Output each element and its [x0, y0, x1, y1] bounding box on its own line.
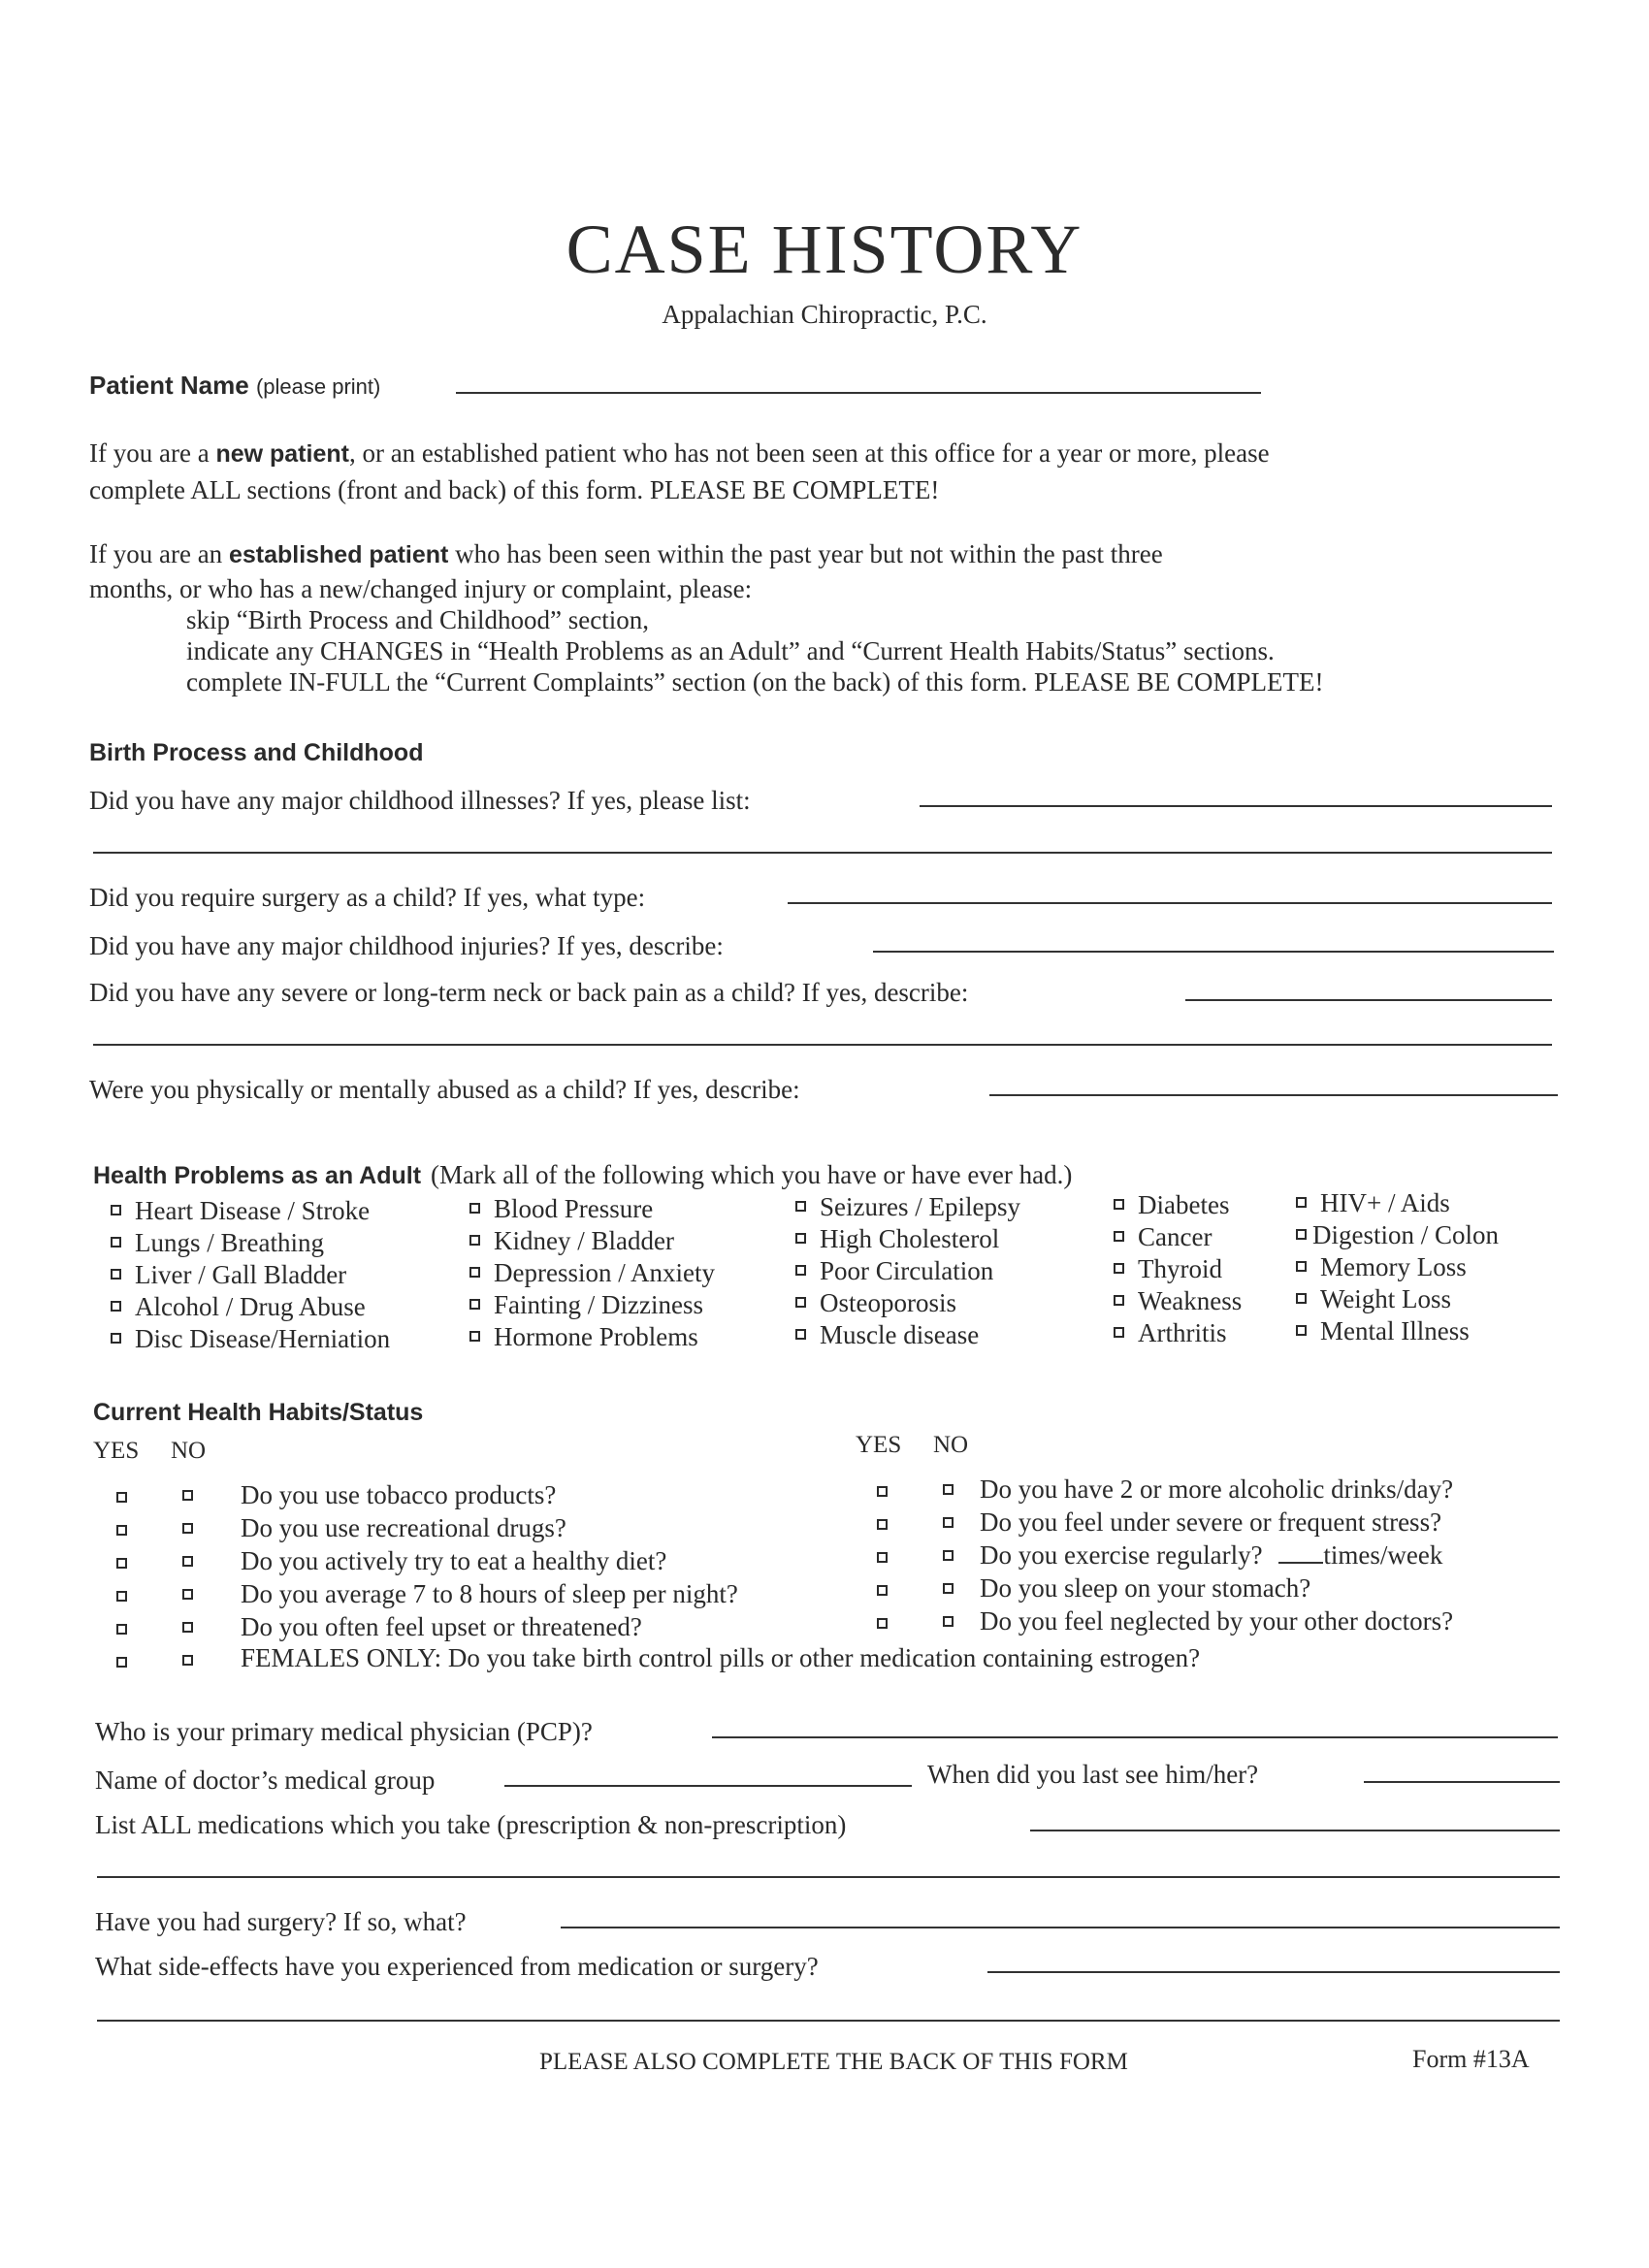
question-childhood-injuries: Did you have any major childhood injuries? If yes, describe:	[89, 931, 724, 960]
adult-column-4	[1114, 1189, 1242, 1349]
question-medical-group: Name of doctor’s medical group	[95, 1766, 436, 1795]
answer-line-medications-2[interactable]	[97, 1876, 1560, 1878]
page-title: CASE HISTORY	[566, 211, 1083, 288]
condition-memory-loss[interactable]: Memory Loss	[1296, 1251, 1499, 1283]
condition-disc-disease[interactable]: Disc Disease/Herniation	[111, 1323, 390, 1355]
question-medications: List ALL medications which you take (prescription & non-prescription)	[95, 1810, 847, 1839]
no-header-left: NO	[171, 1438, 207, 1464]
condition-fainting[interactable]: Fainting / Dizziness	[469, 1289, 715, 1321]
question-sleep-stomach: Do you sleep on your stomach?	[980, 1573, 1311, 1603]
question-childhood-back-pain: Did you have any severe or long-term neck or back pain as a child? If yes, describe:	[89, 978, 969, 1007]
question-upset: Do you often feel upset or threatened?	[241, 1612, 642, 1641]
condition-weight-loss[interactable]: Weight Loss	[1296, 1283, 1499, 1315]
condition-thyroid[interactable]: Thyroid	[1114, 1253, 1242, 1285]
condition-arthritis[interactable]: Arthritis	[1114, 1317, 1242, 1349]
condition-circulation[interactable]: Poor Circulation	[795, 1255, 1020, 1287]
condition-alcohol-drug[interactable]: Alcohol / Drug Abuse	[111, 1291, 390, 1323]
neglected-yes-checkbox[interactable]	[877, 1618, 888, 1629]
answer-line-medications[interactable]	[1030, 1830, 1560, 1831]
condition-hormone[interactable]: Hormone Problems	[469, 1321, 715, 1353]
diet-no-checkbox[interactable]	[182, 1556, 193, 1567]
intro-paragraph-2-line-2: months, or who has a new/changed injury or complaint, please:	[89, 574, 753, 603]
question-last-seen: When did you last see him/her?	[927, 1760, 1259, 1789]
stomach-sleep-no-checkbox[interactable]	[943, 1583, 954, 1594]
answer-line-childhood-injuries[interactable]	[873, 951, 1554, 953]
answer-line-childhood-illnesses[interactable]	[920, 805, 1552, 807]
sleep-hours-no-checkbox[interactable]	[182, 1589, 193, 1600]
diet-yes-checkbox[interactable]	[116, 1558, 127, 1569]
alcohol-no-checkbox[interactable]	[943, 1484, 954, 1495]
condition-diabetes[interactable]: Diabetes	[1114, 1189, 1242, 1221]
no-header-right: NO	[933, 1432, 969, 1458]
condition-seizures[interactable]: Seizures / Epilepsy	[795, 1191, 1020, 1223]
tobacco-no-checkbox[interactable]	[182, 1490, 193, 1501]
answer-line-childhood-back-pain-2[interactable]	[93, 1044, 1552, 1046]
intro-paragraph-2: If you are an established patient who has been seen within the past year but not within the past three	[89, 539, 1163, 568]
question-alcohol: Do you have 2 or more alcoholic drinks/day?	[980, 1474, 1454, 1504]
condition-osteoporosis[interactable]: Osteoporosis	[795, 1287, 1020, 1319]
form-number: Form #13A	[1412, 2045, 1530, 2073]
tobacco-yes-checkbox[interactable]	[116, 1492, 127, 1503]
condition-digestion[interactable]: Digestion / Colon	[1296, 1219, 1499, 1251]
question-tobacco: Do you use tobacco products?	[241, 1480, 557, 1509]
adult-column-1	[111, 1195, 390, 1355]
intro-instruction-3: complete IN-FULL the “Current Complaints” section (on the back) of this form. PLEASE BE COMPLETE!	[186, 667, 1324, 697]
condition-lungs[interactable]: Lungs / Breathing	[111, 1227, 390, 1259]
footer-note: PLEASE ALSO COMPLETE THE BACK OF THIS FORM	[539, 2049, 1128, 2075]
intro-instruction-2: indicate any CHANGES in “Health Problems as an Adult” and “Current Health Habits/Status” sections.	[186, 636, 1275, 665]
exercise-yes-checkbox[interactable]	[877, 1552, 888, 1563]
question-side-effects: What side-effects have you experienced from medication or surgery?	[95, 1952, 819, 1981]
section-heading-birth: Birth Process and Childhood	[89, 739, 424, 766]
drugs-yes-checkbox[interactable]	[116, 1525, 127, 1536]
section-heading-adult: Health Problems as an Adult (Mark all of the following which you have or have ever had.)	[93, 1160, 1073, 1189]
question-childhood-illnesses: Did you have any major childhood illnesses? If yes, please list:	[89, 786, 751, 815]
answer-line-medical-group[interactable]	[504, 1785, 912, 1787]
question-pcp: Who is your primary medical physician (PCP)?	[95, 1717, 593, 1746]
condition-cancer[interactable]: Cancer	[1114, 1221, 1242, 1253]
answer-line-side-effects-2[interactable]	[97, 2020, 1560, 2022]
yes-header-right: YES	[856, 1432, 902, 1458]
exercise-no-checkbox[interactable]	[943, 1550, 954, 1561]
condition-kidney[interactable]: Kidney / Bladder	[469, 1225, 715, 1257]
condition-weakness[interactable]: Weakness	[1114, 1285, 1242, 1317]
answer-line-pcp[interactable]	[712, 1736, 1558, 1738]
question-childhood-abuse: Were you physically or mentally abused as a child? If yes, describe:	[89, 1075, 800, 1104]
patient-name-field[interactable]	[456, 392, 1261, 394]
question-stress: Do you feel under severe or frequent stress?	[980, 1507, 1442, 1537]
patient-name-label: Patient Name (please print)	[89, 371, 381, 400]
adult-column-2	[469, 1193, 715, 1353]
answer-line-surgery[interactable]	[561, 1927, 1560, 1928]
condition-liver[interactable]: Liver / Gall Bladder	[111, 1259, 390, 1291]
question-exercise: Do you exercise regularly? times/week	[980, 1540, 1443, 1570]
question-recreational-drugs: Do you use recreational drugs?	[241, 1513, 566, 1542]
question-surgery: Have you had surgery? If so, what?	[95, 1907, 467, 1936]
exercise-times-field[interactable]	[1278, 1540, 1323, 1564]
adult-column-3	[795, 1191, 1020, 1351]
condition-mental-illness[interactable]: Mental Illness	[1296, 1315, 1499, 1347]
upset-yes-checkbox[interactable]	[116, 1624, 127, 1635]
question-healthy-diet: Do you actively try to eat a healthy diet?	[241, 1546, 667, 1575]
stress-yes-checkbox[interactable]	[877, 1519, 888, 1530]
condition-hiv[interactable]: HIV+ / Aids	[1296, 1187, 1499, 1219]
adult-column-5	[1296, 1187, 1499, 1347]
females-yes-checkbox[interactable]	[116, 1657, 127, 1668]
condition-heart-disease[interactable]: Heart Disease / Stroke	[111, 1195, 390, 1227]
answer-line-childhood-illnesses-2[interactable]	[93, 852, 1552, 854]
females-no-checkbox[interactable]	[182, 1655, 193, 1666]
practice-name: Appalachian Chiropractic, P.C.	[662, 300, 987, 329]
condition-muscle-disease[interactable]: Muscle disease	[795, 1319, 1020, 1351]
intro-instruction-1: skip “Birth Process and Childhood” section,	[186, 605, 649, 634]
times-per-week-label: times/week	[1323, 1540, 1443, 1570]
intro-paragraph-1: If you are a new patient, or an established patient who has not been seen at this office for a year or more, please	[89, 438, 1270, 468]
intro-paragraph-1-line-2: complete ALL sections (front and back) of this form. PLEASE BE COMPLETE!	[89, 475, 940, 504]
condition-depression[interactable]: Depression / Anxiety	[469, 1257, 715, 1289]
stomach-sleep-yes-checkbox[interactable]	[877, 1585, 888, 1596]
stress-no-checkbox[interactable]	[943, 1517, 954, 1528]
question-childhood-surgery: Did you require surgery as a child? If yes, what type:	[89, 883, 646, 912]
alcohol-yes-checkbox[interactable]	[877, 1486, 888, 1497]
answer-line-last-seen[interactable]	[1364, 1781, 1560, 1783]
answer-line-side-effects[interactable]	[987, 1971, 1560, 1973]
answer-line-childhood-abuse[interactable]	[989, 1094, 1558, 1096]
neglected-no-checkbox[interactable]	[943, 1616, 954, 1627]
answer-line-childhood-back-pain[interactable]	[1185, 999, 1552, 1001]
answer-line-childhood-surgery[interactable]	[788, 902, 1552, 904]
upset-no-checkbox[interactable]	[182, 1622, 193, 1633]
question-females-only: FEMALES ONLY: Do you take birth control pills or other medication containing estrogen?	[241, 1643, 1201, 1672]
section-heading-habits: Current Health Habits/Status	[93, 1399, 424, 1426]
question-neglected: Do you feel neglected by your other doctors?	[980, 1606, 1454, 1636]
condition-cholesterol[interactable]: High Cholesterol	[795, 1223, 1020, 1255]
question-sleep-hours: Do you average 7 to 8 hours of sleep per night?	[241, 1579, 738, 1608]
sleep-hours-yes-checkbox[interactable]	[116, 1591, 127, 1602]
condition-blood-pressure[interactable]: Blood Pressure	[469, 1193, 715, 1225]
yes-header-left: YES	[93, 1438, 140, 1464]
drugs-no-checkbox[interactable]	[182, 1523, 193, 1534]
